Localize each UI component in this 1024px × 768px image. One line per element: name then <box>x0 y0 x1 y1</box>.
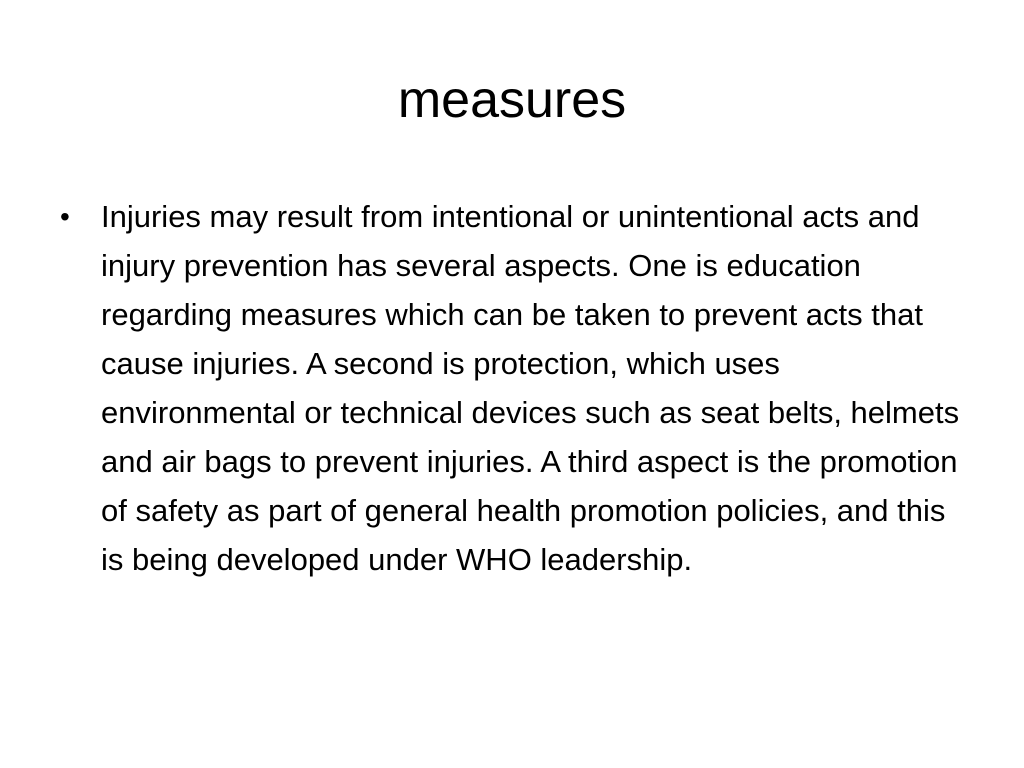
bullet-text: Injuries may result from intentional or unintentional acts and injury prevention has several aspects. One is education regarding measures which can be taken to prevent acts that cause injuries. A second is protection, which uses environmental or technical devices such as seat belts, helmets and air bags to prevent injuries. A third aspect is the promotion of safety as part of general health promotion policies, and this is being developed under WHO leadership. <box>101 199 960 577</box>
bullet-marker: • <box>60 201 70 232</box>
slide-title: measures <box>397 71 627 129</box>
bullet-item <box>60 192 970 584</box>
bullet-list <box>60 192 970 584</box>
